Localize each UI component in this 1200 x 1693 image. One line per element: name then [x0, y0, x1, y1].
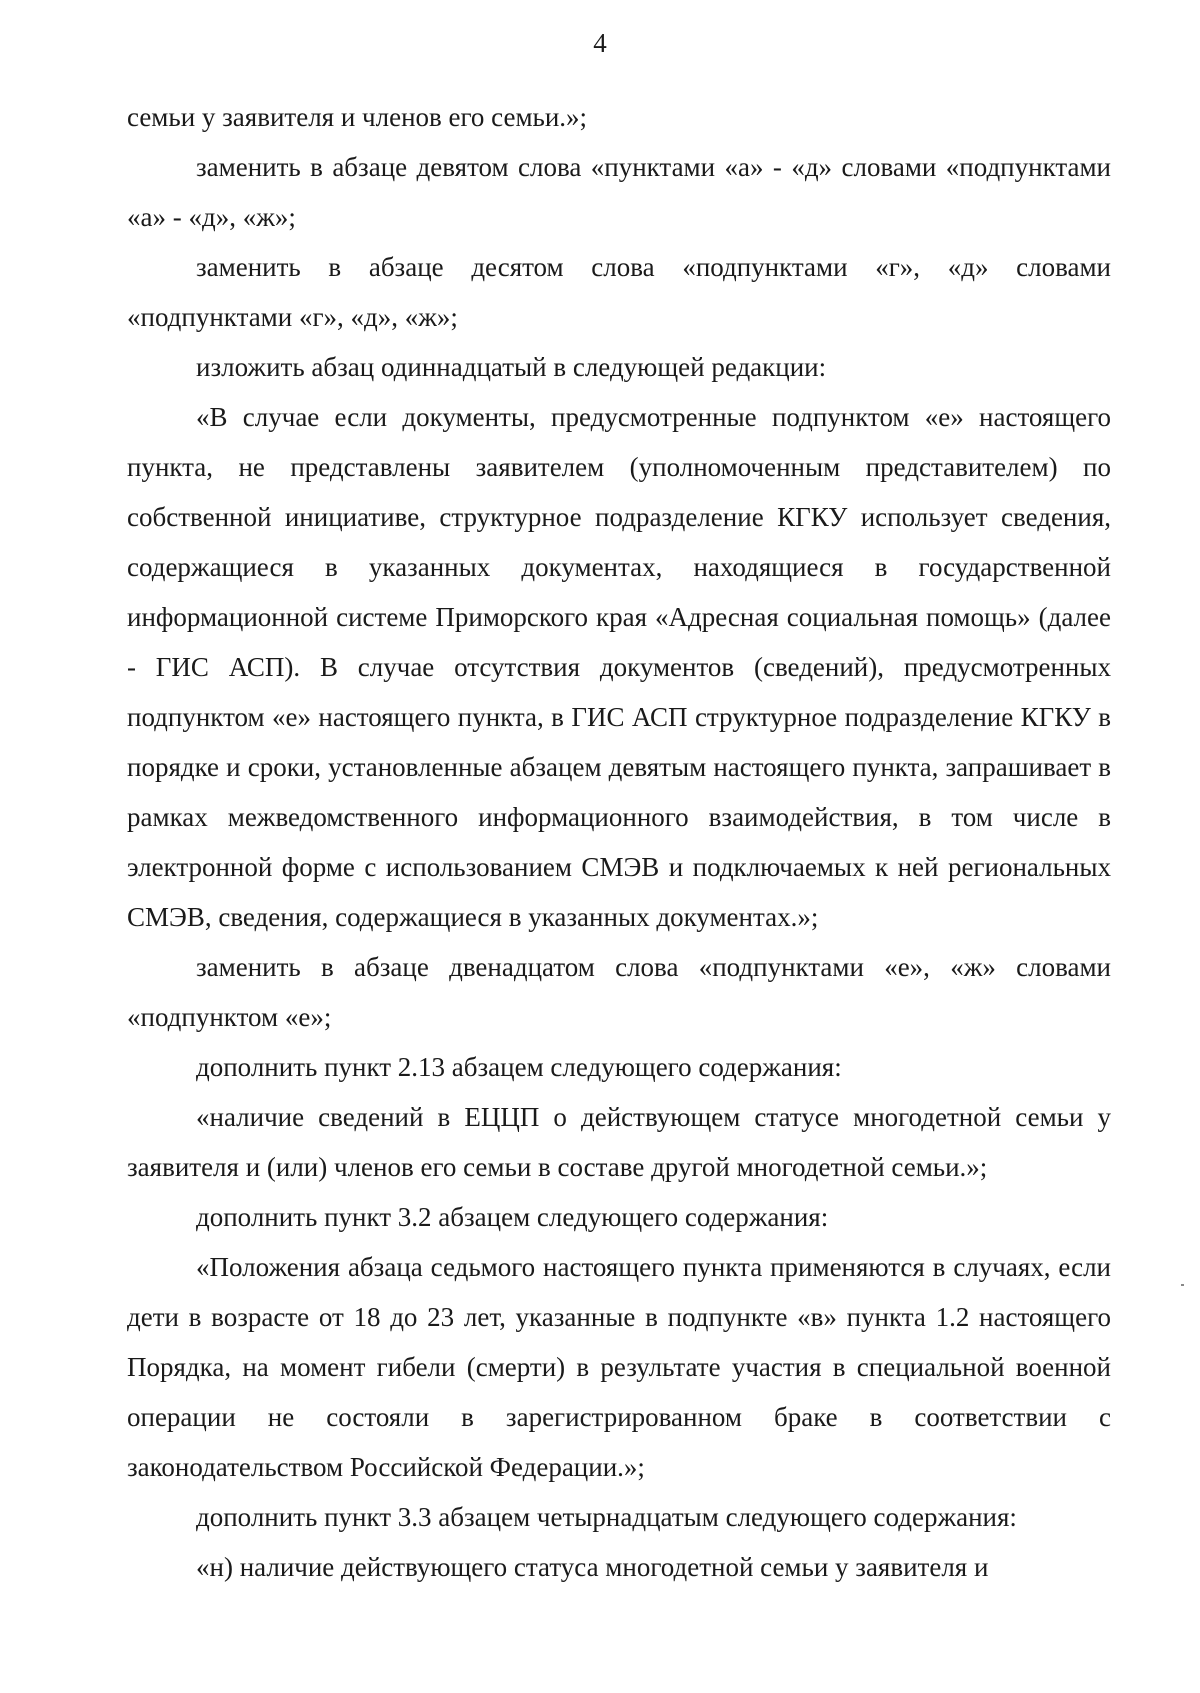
- paragraph: «наличие сведений в ЕЦЦП о действующем статусе многодетной семьи у заявителя и (или) членов его семьи в составе другой многодетной семьи.»;: [127, 1102, 1111, 1182]
- scan-speck: [1181, 1284, 1184, 1286]
- paragraph: дополнить пункт 2.13 абзацем следующего содержания:: [196, 1052, 842, 1082]
- page-number: 4: [593, 28, 607, 58]
- paragraph: «В случае если документы, предусмотренные подпунктом «е» настоящего пункта, не представлены заявителем (уполномоченным представителем) по собственной инициативе, структурное подразделение КГКУ использует сведения, содержащиеся в указанных документах, находящиеся в государственной информационной системе Приморского края «Адресная социальная помощь» (далее - ГИС АСП). В случае отсутствия документов (сведений), предусмотренных подпунктом «е» настоящего пункта, в ГИС АСП структурное подразделение КГКУ в порядке и сроки, установленные абзацем девятым настоящего пункта, запрашивает в рамках межведомственного информационного взаимодействия, в том числе в электронной форме с использованием СМЭВ и подключаемых к ней региональных СМЭВ, сведения, содержащиеся в указанных документах.»;: [127, 402, 1111, 932]
- paragraph: заменить в абзаце двенадцатом слова «подпунктами «е», «ж» словами «подпунктом «е»;: [127, 952, 1111, 1032]
- paragraph-continuation: семьи у заявителя и членов его семьи.»;: [127, 102, 588, 132]
- paragraph: «Положения абзаца седьмого настоящего пункта применяются в случаях, если дети в возрасте от 18 до 23 лет, указанные в подпункте «в» пункта 1.2 настоящего Порядка, на момент гибели (смерти) в результате участия в специальной военной операции не состояли в зарегистрированном браке в соответствии с законодательством Российской Федерации.»;: [127, 1252, 1111, 1482]
- paragraph: «н) наличие действующего статуса многодетной семьи у заявителя и: [196, 1552, 989, 1582]
- document-body: [127, 92, 1111, 1592]
- paragraph: дополнить пункт 3.3 абзацем четырнадцатым следующего содержания:: [196, 1502, 1017, 1532]
- paragraph: дополнить пункт 3.2 абзацем следующего содержания:: [196, 1202, 829, 1232]
- paragraph: изложить абзац одиннадцатый в следующей редакции:: [196, 352, 827, 382]
- paragraph: заменить в абзаце девятом слова «пунктами «а» - «д» словами «подпунктами «а» - «д», «ж»;: [127, 152, 1111, 232]
- paragraph: заменить в абзаце десятом слова «подпунктами «г», «д» словами «подпунктами «г», «д», «ж»;: [127, 252, 1111, 332]
